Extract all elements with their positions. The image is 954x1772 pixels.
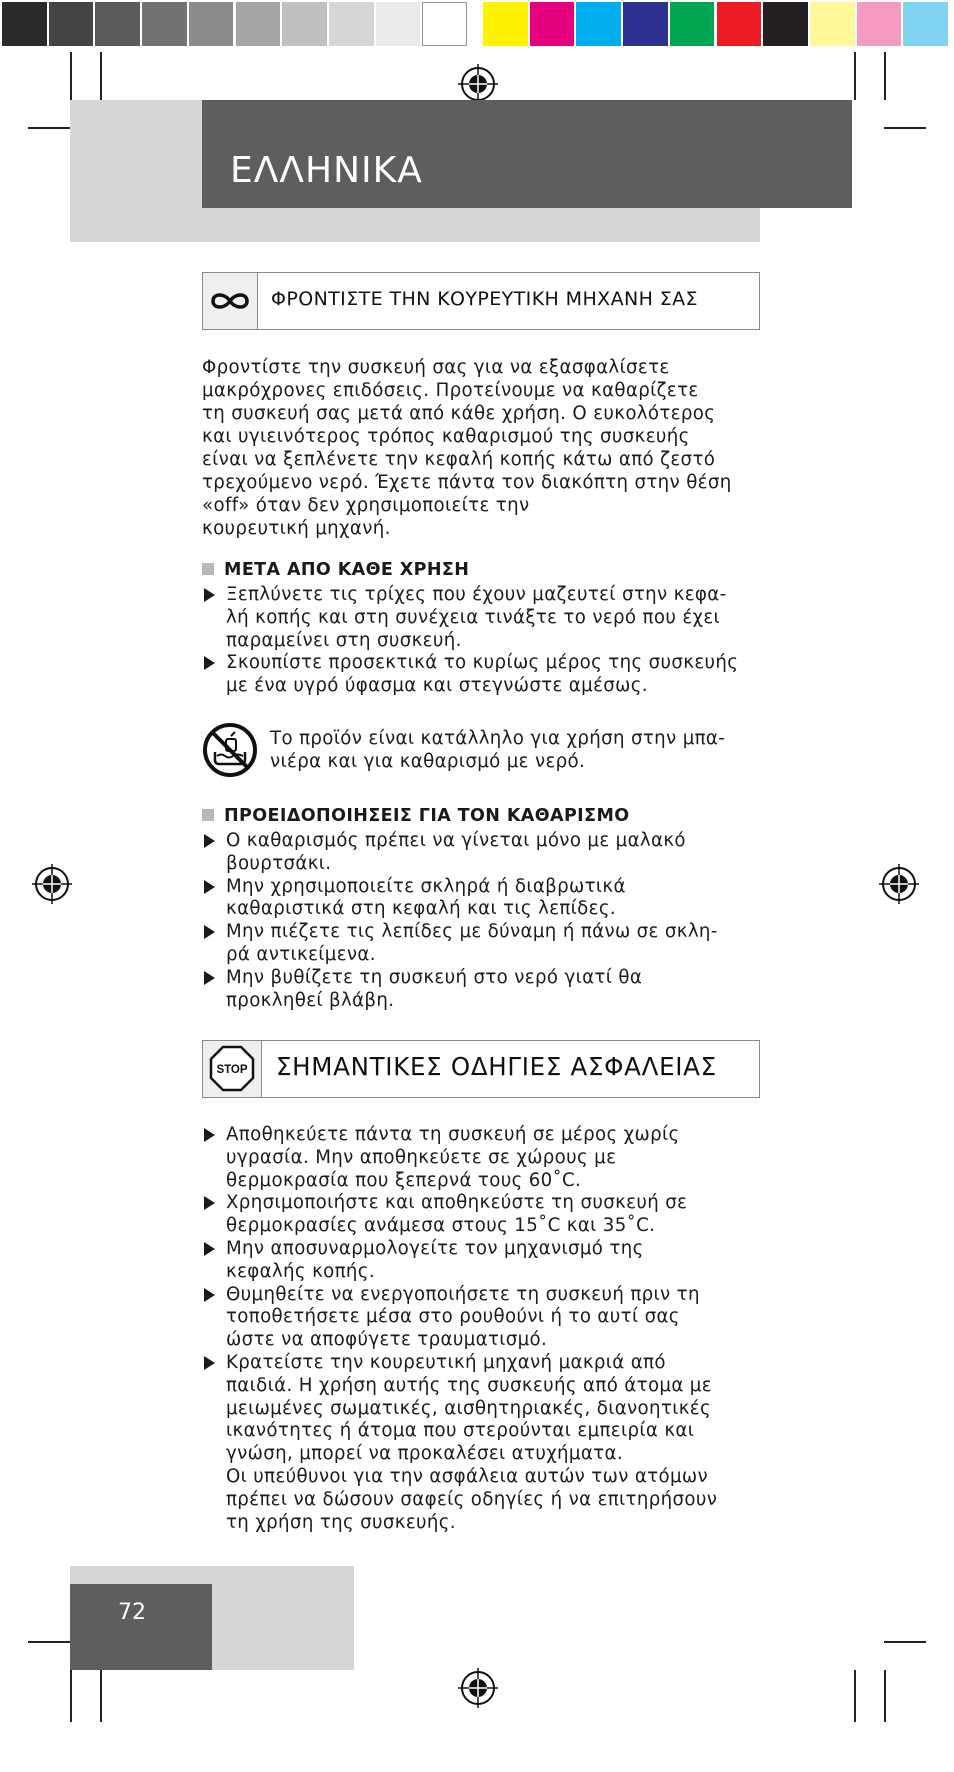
care-intro-line: και υγιεινότερος τρόπος καθαρισμού της συσκευής: [202, 426, 690, 447]
color-swatch: [810, 2, 855, 46]
color-swatch: [95, 2, 140, 46]
after-use-item: [202, 584, 772, 652]
color-swatch: [530, 2, 575, 46]
cleaning-warnings-list: [202, 830, 772, 1012]
crop-mark: [884, 1670, 886, 1722]
crop-mark: [28, 127, 70, 129]
color-swatch: [2, 2, 47, 46]
safety-item-line: Αποθηκεύετε πάντα τη συσκευή σε μέρος χωρίς: [226, 1124, 680, 1145]
color-swatch: [422, 2, 467, 46]
safety-item-line: τοποθετήσετε μέσα στο ρουθούνι ή το αυτί σας: [226, 1306, 680, 1328]
after-use-item-line: Σκουπίστε προσεκτικά το κυρίως μέρος της συσκευής: [226, 652, 739, 674]
care-intro-line: «off» όταν δεν χρησιμοποιείτε την: [202, 495, 530, 516]
safety-item-line: Οι υπεύθυνοι για την ασφάλεια αυτών των ατόμων: [226, 1465, 708, 1487]
color-swatch: [49, 2, 94, 46]
stop-sign-icon: [203, 1041, 261, 1096]
safety-item-line: Θυμηθείτε να ενεργοποιήσετε τη συσκευή πριν τη: [226, 1283, 700, 1305]
cleaning-warning-item: [202, 830, 772, 876]
after-use-heading-text: ΜΕΤΑ ΑΠΟ ΚΑΘΕ ΧΡΗΣΗ: [224, 560, 470, 580]
stop-sign-label: STOP: [216, 1064, 248, 1076]
care-intro-line: μακρόχρονες επιδόσεις. Προτείνουμε να καθαρίζετε: [202, 380, 699, 401]
cleaning-warning-item-line: Μην χρησιμοποιείτε σκληρά ή διαβρωτικά: [226, 875, 626, 897]
color-swatch: [763, 2, 808, 46]
color-swatch: [236, 2, 281, 46]
crop-mark: [854, 1670, 856, 1722]
color-swatch: [623, 2, 668, 46]
bath-note-line: Το προϊόν είναι κατάλληλο για χρήση στην μπα-: [270, 728, 726, 749]
crop-mark: [100, 1670, 102, 1722]
crop-mark: [70, 1670, 72, 1722]
safety-item-line: υγρασία. Μην αποθηκεύετε σε χώρους με: [226, 1146, 617, 1168]
cleaning-warnings-heading-text: ΠΡΟΕΙΔΟΠΟΙΗΣΕΙΣ ΓΙΑ ΤΟΝ ΚΑΘΑΡΙΣΜΟ: [224, 806, 630, 826]
safety-item: [202, 1124, 772, 1192]
safety-item-line: Κρατείστε την κουρευτική μηχανή μακριά από: [226, 1351, 666, 1373]
safety-item-line: τη χρήση της συσκευής.: [226, 1511, 456, 1533]
after-use-item-line: λή κοπής και στη συνέχεια τινάξτε το νερό που έχει: [226, 606, 721, 628]
cleaning-warning-item-line: καθαριστικά στη κεφαλή και τις λεπίδες.: [226, 898, 617, 920]
crop-mark: [884, 1641, 926, 1643]
safety-item: [202, 1238, 772, 1284]
square-bullet-icon: [202, 809, 214, 821]
after-use-list: [202, 584, 772, 698]
color-swatch: [903, 2, 948, 46]
no-bath-immersion-icon: [202, 722, 258, 778]
safety-item-line: κεφαλής κοπής.: [226, 1260, 375, 1282]
bath-use-note: [270, 727, 770, 773]
color-swatch: [670, 2, 715, 46]
crop-mark: [70, 52, 72, 100]
safety-list: [202, 1124, 772, 1534]
safety-section-header: [202, 1040, 760, 1098]
color-swatch: [189, 2, 234, 46]
cleaning-warning-item-line: προκληθεί βλάβη.: [226, 989, 395, 1011]
after-use-heading: [202, 560, 469, 580]
care-section-header: [202, 272, 760, 330]
color-swatch: [376, 2, 421, 46]
care-intro-line: κουρευτική μηχανή.: [202, 518, 391, 539]
safety-item: [202, 1192, 772, 1238]
crop-mark: [854, 52, 856, 100]
bath-note-line: νιέρα και για καθαρισμό με νερό.: [270, 751, 586, 772]
safety-item-line: παιδιά. Η χρήση αυτής της συσκευής από άτομα με: [226, 1374, 712, 1396]
registration-target-icon: [30, 862, 74, 906]
color-swatch: [329, 2, 374, 46]
safety-section-title: ΣΗΜΑΝΤΙΚΕΣ ΟΔΗΓΙΕΣ ΑΣΦΑΛΕΙΑΣ: [276, 1052, 717, 1081]
color-swatch: [857, 2, 902, 46]
color-swatch: [282, 2, 327, 46]
safety-item-line: μειωμένες σωματικές, αισθητηριακές, διανοητικές: [226, 1397, 711, 1419]
cleaning-warning-item: [202, 967, 772, 1013]
after-use-item-line: παραμείνει στη συσκευή.: [226, 629, 462, 651]
safety-item-line: Χρησιμοποιήστε και αποθηκεύστε τη συσκευή σε: [226, 1192, 688, 1214]
square-bullet-icon: [202, 563, 214, 575]
safety-item-line: ικανότητες ή άτομα που στερούνται εμπειρία και: [226, 1420, 695, 1442]
crop-mark: [100, 52, 102, 100]
crop-mark: [28, 1641, 70, 1643]
after-use-item-line: Ξεπλύνετε τις τρίχες που έχουν μαζευτεί στην κεφα-: [226, 584, 727, 605]
care-intro-line: είναι να ξεπλένετε την κεφαλή κοπής κάτω από ζεστό: [202, 449, 716, 470]
footer-band-dark: [70, 1584, 212, 1670]
infinity-icon: [203, 273, 257, 328]
cleaning-warning-item-line: Μην βυθίζετε τη συσκευή στο νερό γιατί θα: [226, 966, 643, 988]
safety-item: [202, 1284, 772, 1352]
after-use-item: [202, 652, 772, 698]
care-intro-line: τη συσκευή σας μετά από κάθε χρήση. Ο ευκολότερος: [202, 403, 716, 424]
color-swatch: [483, 2, 528, 46]
safety-item-line: γνώση, μπορεί να προκαλέσει ατυχήματα.: [226, 1443, 623, 1465]
color-swatch: [717, 2, 762, 46]
cleaning-warning-item-line: βουρτσάκι.: [226, 852, 332, 874]
safety-icon-cell: [203, 1041, 262, 1097]
registration-target-icon: [456, 1666, 500, 1710]
color-swatch: [576, 2, 621, 46]
care-section-title: ΦΡΟΝΤΙΣΤΕ ΤΗΝ ΚΟΥΡΕΥΤΙΚΗ ΜΗΧΑΝΗ ΣΑΣ: [271, 288, 698, 310]
safety-item-line: ώστε να αποφύγετε τραυματισμό.: [226, 1329, 548, 1351]
safety-item-line: Μην αποσυναρμολογείτε τον μηχανισμό της: [226, 1237, 644, 1259]
color-calibration-bar: [0, 0, 954, 50]
crop-mark: [884, 52, 886, 100]
crop-mark: [884, 127, 926, 129]
safety-item-line: πρέπει να δώσουν σαφείς οδηγίες ή να επιτηρήσουν: [226, 1488, 718, 1510]
safety-item: [202, 1352, 772, 1534]
cleaning-warning-item: [202, 921, 772, 967]
cleaning-warning-item-line: Ο καθαρισμός πρέπει να γίνεται μόνο με μαλακό: [226, 830, 686, 851]
cleaning-warning-item-line: ρά αντικείμενα.: [226, 943, 376, 965]
care-intro-line: Φροντίστε την συσκευή σας για να εξασφαλίσετε: [202, 357, 670, 378]
safety-item-line: θερμοκρασίες ανάμεσα στους 15˚C και 35˚C.: [226, 1215, 656, 1237]
cleaning-warning-item-line: Μην πιέζετε τις λεπίδες με δύναμη ή πάνω σε σκλη-: [226, 921, 718, 943]
care-intro-line: τρεχούμενο νερό. Έχετε πάντα τον διακόπτη στην θέση: [202, 472, 732, 493]
color-swatch: [142, 2, 187, 46]
cleaning-warning-item: [202, 876, 772, 922]
care-icon-cell: [203, 273, 258, 329]
page-number: 72: [118, 1600, 146, 1625]
safety-item-line: θερμοκρασία που ξεπερνά τους 60˚C.: [226, 1169, 582, 1191]
care-intro-paragraph: [202, 356, 772, 540]
registration-target-icon: [877, 862, 921, 906]
cleaning-warnings-heading: [202, 806, 630, 826]
after-use-item-line: με ένα υγρό ύφασμα και στεγνώστε αμέσως.: [226, 675, 648, 697]
page-title: ΕΛΛΗΝΙΚΑ: [230, 150, 423, 191]
